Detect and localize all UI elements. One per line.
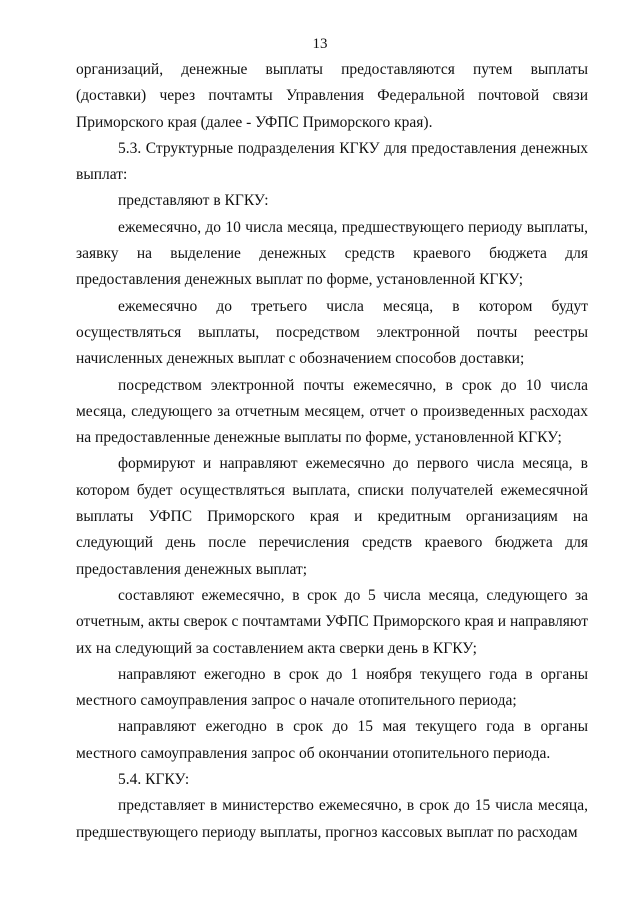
paragraph-heating-start-request: направляют ежегодно в срок до 1 ноября текущего года в органы местного самоуправления запрос о начале отопительного периода; bbox=[76, 665, 588, 710]
paragraph-submit-to-kgku: представляют в КГКУ: bbox=[118, 192, 269, 210]
paragraph-cash-forecast: представляет в министерство ежемесячно, в срок до 15 числа месяца, предшествующего периоду выплаты, прогноз кассовых выплат по расходам bbox=[76, 797, 588, 841]
paragraph-registers: ежемесячно до третьего числа месяца, в котором будут осуществляться выплаты, посредством электронной почты реестры начисленных денежных выплат с обозначением способов доставки; bbox=[76, 297, 588, 368]
paragraph-5-3-heading: 5.3. Структурные подразделения КГКУ для предоставления денежных выплат: bbox=[76, 139, 588, 184]
paragraph-recipient-lists: формируют и направляют ежемесячно до первого числа месяца, в котором будет осуществляться выплата, списки получателей ежемесячной выплаты УФПС Приморского края и кредитным организациям на следующий день после перечисления средств краевого бюджета для предоставления денежных выплат; bbox=[76, 455, 588, 578]
page-number: 13 bbox=[312, 36, 328, 52]
paragraph-monthly-request: ежемесячно, до 10 числа месяца, предшествующего периоду выплаты, заявку на выделение денежных средств краевого бюджета для предоставления денежных выплат по форме, установленной КГКУ; bbox=[76, 218, 588, 289]
paragraph-expense-report: посредством электронной почты ежемесячно, в срок до 10 числа месяца, следующего за отчетным месяцем, отчет о произведенных расходах на предоставленные денежные выплаты по форме, установленной КГКУ; bbox=[76, 376, 588, 447]
paragraph-heating-end-request: направляют ежегодно в срок до 15 мая текущего года в органы местного самоуправления запрос об окончании отопительного периода. bbox=[76, 718, 588, 762]
document-body bbox=[76, 57, 588, 846]
paragraph-reconciliation-acts: составляют ежемесячно, в срок до 5 числа месяца, следующего за отчетным, акты сверок с почтамтами УФПС Приморского края и направляют их на следующий за составлением акта сверки день в КГКУ; bbox=[76, 586, 588, 657]
paragraph-continuation: организаций, денежные выплаты предоставляются путем выплаты (доставки) через почтамты Управления Федеральной почтовой связи Приморского края (далее - УФПС Приморского края). bbox=[76, 61, 588, 131]
paragraph-5-4-heading: 5.4. КГКУ: bbox=[118, 771, 190, 789]
